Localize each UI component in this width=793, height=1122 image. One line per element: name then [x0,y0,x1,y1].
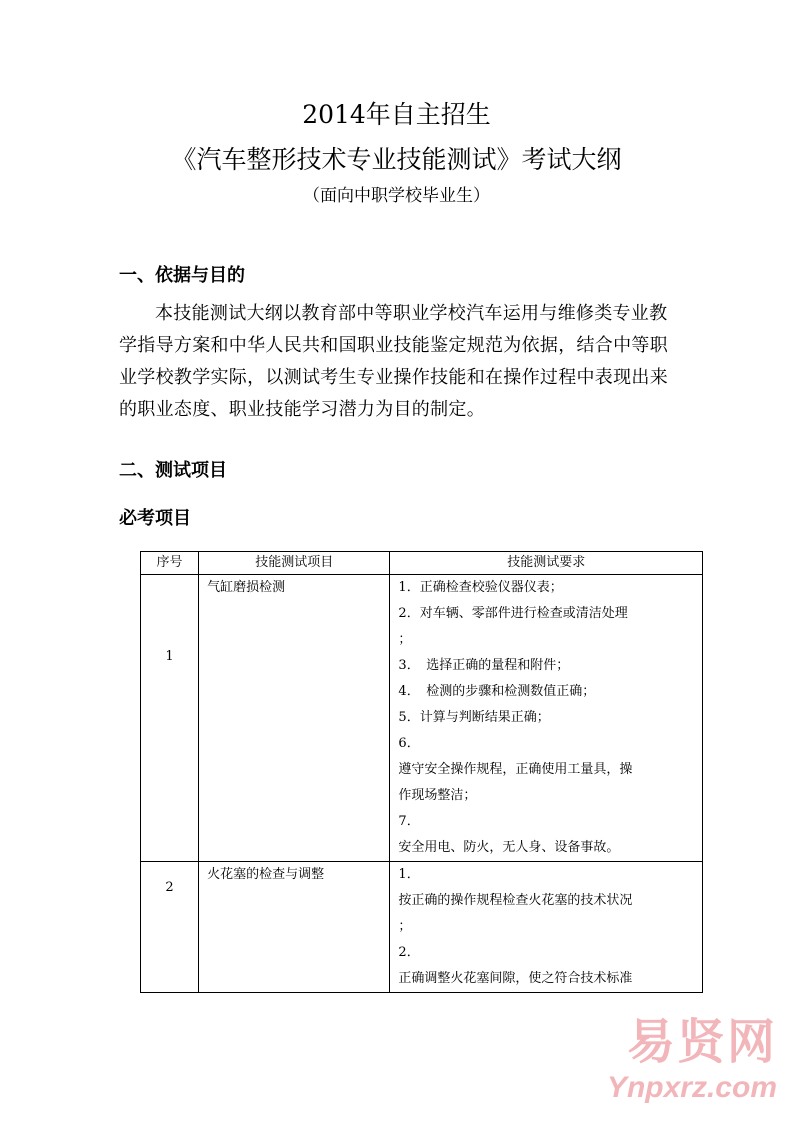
row-item: 气缸磨损检测 [199,575,390,862]
requirement-line: 4． 检测的步骤和检测数值正确； [398,684,596,699]
requirement-line: 按正确的操作规程检查火花塞的技术状况 [398,893,633,908]
section2-subheading: 必考项目 [119,508,191,529]
requirement-line: 安全用电、防火，无人身、设备事故。 [398,840,620,855]
site-watermark [601,1014,781,1110]
table-row [141,862,703,993]
requirement-line: 2．对车辆、零部件进行检查或清洁处理 [398,606,628,621]
watermark-chinese: 易贤网 [626,1014,777,1070]
requirement-line: 3． 选择正确的量程和附件； [398,658,570,673]
row-seq: 1 [141,575,199,862]
watermark-latin: Ynpxrz.com [606,1071,777,1104]
requirement-line: ； [398,632,412,647]
section1-heading: 一、依据与目的 [119,265,245,286]
row-requirements [390,575,703,862]
header-seq: 序号 [141,552,199,575]
header-item: 技能测试项目 [199,552,390,575]
header-requirements: 技能测试要求 [390,552,703,575]
test-items-table [140,551,703,993]
document-subtitle: （面向中职学校毕业生） [303,186,490,206]
requirement-line: 6． [398,736,420,751]
document-title-line2: 《汽车整形技术专业技能测试》考试大纲 [171,145,622,174]
requirement-line: 作现场整洁； [398,788,477,803]
document-title-line1: 2014年自主招生 [302,100,491,129]
requirement-line: ； [398,919,412,934]
row-seq: 2 [141,862,199,993]
requirement-line: 遵守安全操作规程，正确使用工量具，操 [398,762,633,777]
requirement-line: 5．计算与判断结果正确； [398,710,550,725]
requirement-line: 1．正确检查校验仪器仪表； [398,580,563,595]
row-item: 火花塞的检查与调整 [199,862,390,993]
requirement-line: 1． [398,867,420,882]
requirement-line: 正确调整火花塞间隙，使之符合技术标准 [398,971,633,986]
table-row [141,575,703,862]
section2-heading: 二、测试项目 [119,460,227,481]
table-header-row [141,552,703,575]
section1-paragraph-text: 本技能测试大纲以教育部中等职业学校汽车运用与维修类专业教学指导方案和中华人民共和国职业技能鉴定规范为依据，结合中等职业学校教学实际，以测试考生专业操作技能和在操作过程中表现出来的职业态度、职业技能学习潜力为目的制定。 [119,303,668,420]
row-requirements [390,862,703,993]
requirement-line: 2． [398,945,420,960]
requirement-line: 7． [398,814,420,829]
section1-paragraph [119,298,679,426]
